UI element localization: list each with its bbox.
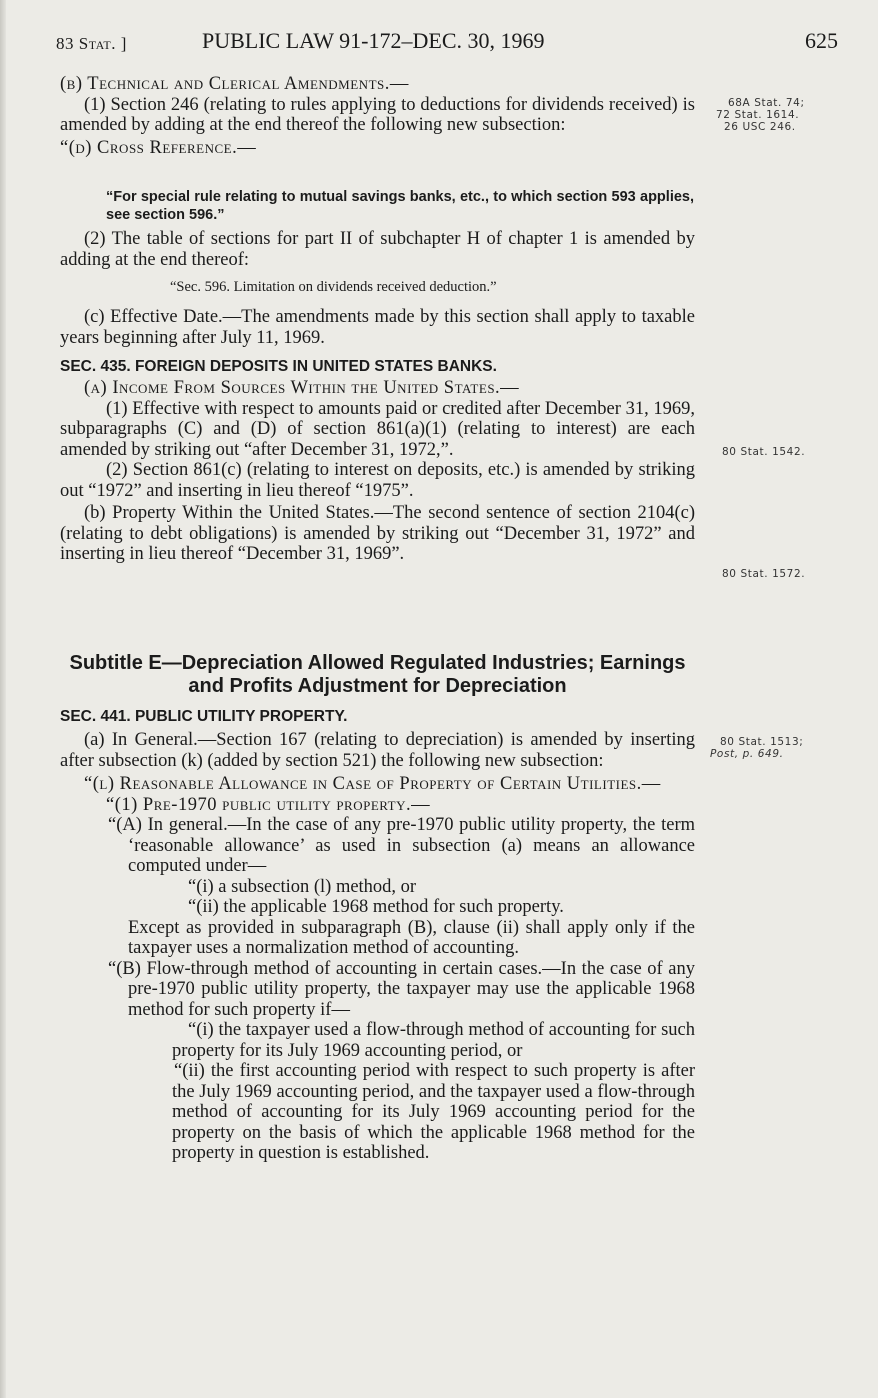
- margin-note-80-stat-1513: 80 Stat. 1513; Post, p. 649.: [710, 736, 804, 760]
- income-sources-heading: (a) Income From Sources Within the United States.—: [84, 378, 520, 398]
- cross-reference-heading: “(d) Cross Reference.—: [60, 137, 257, 158]
- header-title: PUBLIC LAW 91-172–DEC. 30, 1969: [202, 28, 545, 53]
- clause-b-i: “(i) the taxpayer used a flow-through method of accounting for such property for its July 1969 accounting period, or: [172, 1020, 695, 1061]
- clause-a-i: “(i) a subsection (l) method, or: [188, 876, 417, 897]
- subparagraph-b: “(B) Flow-through method of accounting in certain cases.—In the case of any pre-1970 public utility property, the taxpayer may use the applicable 1968 method for such property if—: [108, 958, 695, 1020]
- technical-amendments-block: [60, 74, 695, 158]
- subsection-b-heading: (b) Technical and Clerical Amendments.—: [60, 74, 409, 94]
- pre-1970-heading: “(1) Pre-1970 public utility property.—: [106, 794, 431, 815]
- section-435-heading: SEC. 435. FOREIGN DEPOSITS IN UNITED STATES BANKS.: [60, 358, 497, 375]
- quoted-table-entry: “Sec. 596. Limitation on dividends received deduction.”: [170, 279, 497, 295]
- margin-note-80-stat-1542: 80 Stat. 1542.: [722, 446, 806, 458]
- clause-a-ii: “(ii) the applicable 1968 method for such property.: [188, 897, 564, 917]
- section-441-body: [60, 730, 695, 1164]
- clause-b-ii: “(ii) the first accounting period with respect to such property is after the July 1969 accounting period, and the taxpayer used a flow-through method of accounting for its July 1969 accounting period for the property on the basis of which the applicable 1968 method for the property in question is established.: [172, 1061, 695, 1163]
- paragraph-a1: (1) Effective with respect to amounts paid or credited after December 31, 1969, subparagraphs (C) and (D) of section 861(a)(1) (relating to interest) are each amended by striking out “after December 31, 1972,”.: [60, 398, 695, 460]
- except-provision: Except as provided in subparagraph (B), clause (ii) shall apply only if the taxpayer uses a normalization method of accounting.: [128, 917, 695, 958]
- subtitle-e-heading: Subtitle E—Depreciation Allowed Regulated Industries; Earnings and Profits Adjustment for Depreciation: [69, 652, 686, 697]
- margin-note-68a-stat: 68A Stat. 74; 72 Stat. 1614. 26 USC 246.: [716, 97, 805, 133]
- in-general-paragraph: (a) In General.—Section 167 (relating to depreciation) is amended by inserting after subsection (k) (added by section 521) the following new subsection:: [60, 730, 695, 771]
- page-edge-shadow: [0, 0, 6, 1398]
- header-page-number: 625: [805, 28, 838, 53]
- paragraph-a2: (2) Section 861(c) (relating to interest on deposits, etc.) is amended by striking out “1972” and inserting in lieu thereof “1975”.: [60, 460, 695, 501]
- quoted-cross-reference: “For special rule relating to mutual savings banks, etc., to which section 593 applies, see section 596.”: [106, 189, 694, 223]
- subparagraph-a: “(A) In general.—In the case of any pre-1970 public utility property, the term ‘reasonable allowance’ as used in subsection (a) means an allowance computed under—: [108, 815, 695, 876]
- margin-note-80-stat-1572: 80 Stat. 1572.: [722, 568, 806, 580]
- paragraph-1: (1) Section 246 (relating to rules applying to deductions for dividends received) is amended by adding at the end thereof the following new subsection:: [60, 94, 695, 135]
- reasonable-allowance-heading: “(l) Reasonable Allowance in Case of Property of Certain Utilities.—: [84, 774, 661, 794]
- property-within-us-paragraph: (b) Property Within the United States.—The second sentence of section 2104(c) (relating to debt obligations) is amended by striking out “December 31, 1972” and inserting in lieu thereof “December 31, 1969”.: [60, 503, 695, 564]
- section-435-body: [60, 378, 695, 565]
- section-441-heading: SEC. 441. PUBLIC UTILITY PROPERTY.: [60, 708, 348, 725]
- header-stat-reference: 83 Stat. ]: [56, 34, 127, 53]
- paragraph-2: (2) The table of sections for part II of subchapter H of chapter 1 is amended by adding at the end thereof:: [60, 229, 695, 270]
- effective-date-paragraph: (c) Effective Date.—The amendments made by this section shall apply to taxable years beginning after July 11, 1969.: [60, 307, 695, 348]
